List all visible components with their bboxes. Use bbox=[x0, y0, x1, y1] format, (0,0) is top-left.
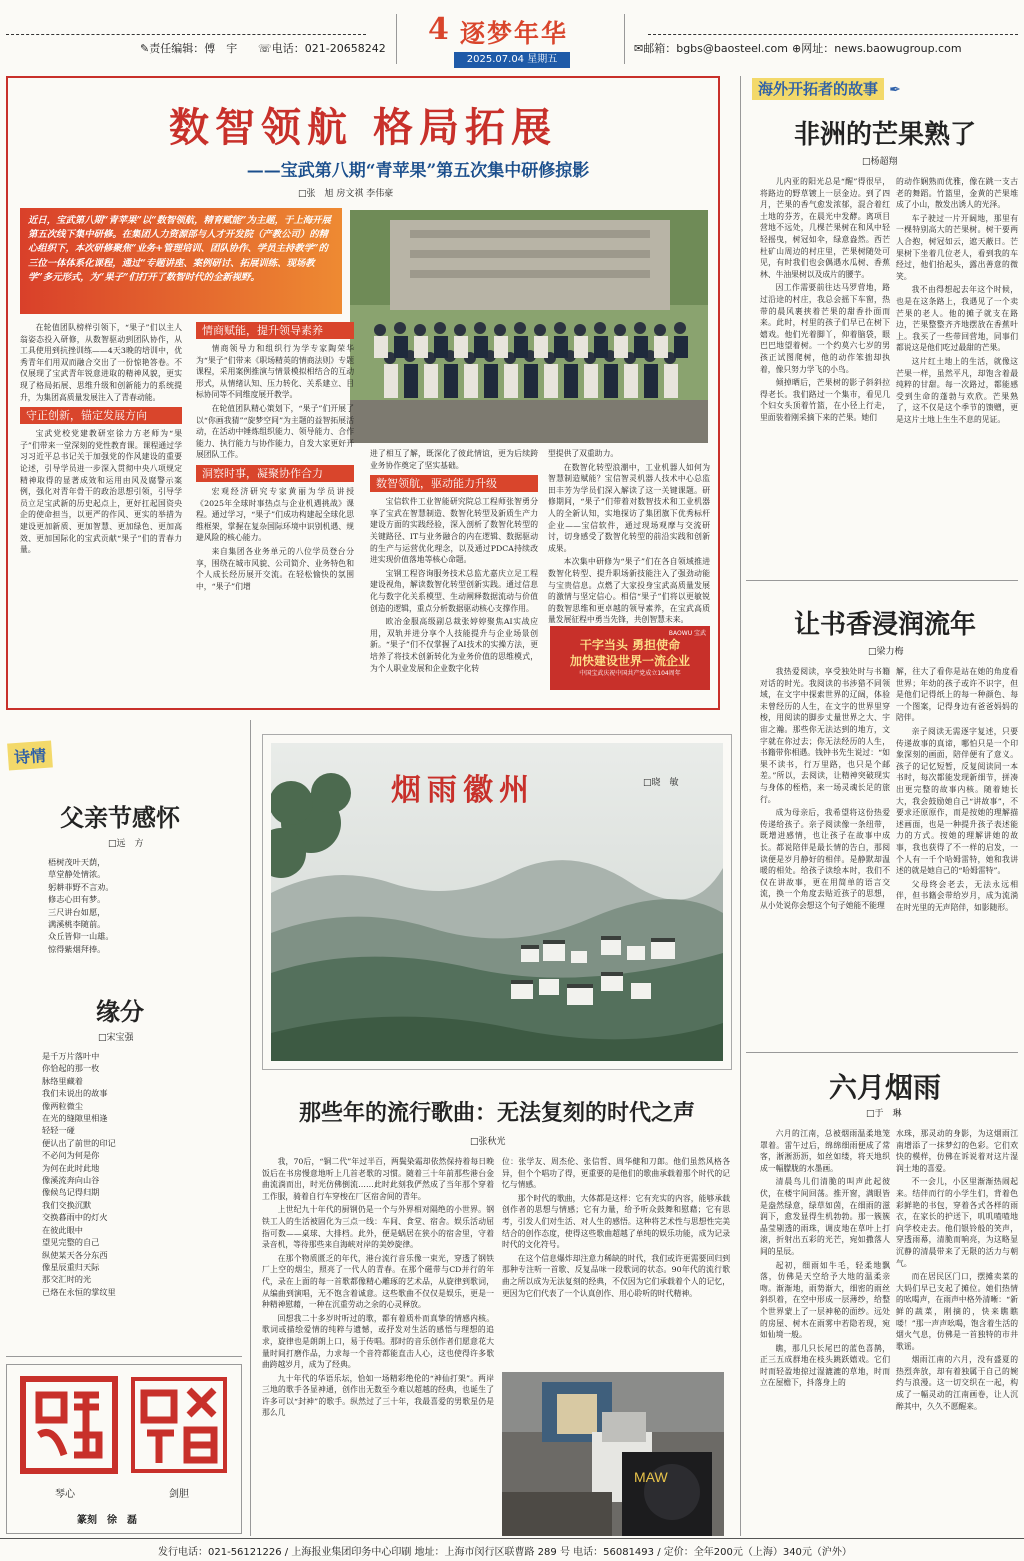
lead-column-4 bbox=[548, 448, 710, 628]
paragraph: 解，往大了看你是站在她的角度看世界；年幼的孩子或许不识字，但是他们记得纸上的每一种颜色、每一个图案，记得身边有爸爸妈妈的陪伴。 bbox=[896, 667, 1018, 723]
poem-1-author: □远 方 bbox=[108, 839, 144, 849]
paragraph: 来自集团各业务单元的八位学员登台分享，围绕在城市风貌、公司简介、业务特色和个人成长经历展开交流。在轻松愉快的氛围中，“果子”们增 bbox=[196, 546, 354, 591]
seal-label-2: 剑胆 bbox=[169, 1489, 189, 1500]
lead-intro: 近日，宝武第八期“青苹果”以“数智领航，精育赋能”为主题，于上海开展第五次线下集中研修。在集团人力资源部与人才开发院（产教公司）的精心组织下，本次研修聚焦“业务+管理培训、团队协作、学员主持教学”的三位一体体系化课程，通过“专题讲座、案例研讨、拓展训练、现场教学”多元形式，为“果子”们打开了数智时代的全新视野。 bbox=[20, 208, 342, 314]
poem-line: 众丘皆仰一山雄。 bbox=[48, 931, 114, 942]
paragraph: 在轮值团队精心策划下，“果子”们开展了以“你画我猜”“旋梦空间”为主题的益智拓展活动，在活动中锤炼组织能力、领导能力、合作能力、执行能力与协作能力，自发大家更好开展团队工作。 bbox=[196, 403, 354, 460]
poem-line: 像溪流奔向山谷 bbox=[42, 1175, 100, 1186]
divider bbox=[746, 1052, 1018, 1053]
lead-title: 数智领航 格局拓展 bbox=[169, 104, 557, 151]
page-number: 4 bbox=[428, 12, 449, 47]
poem-line: 在彼此眼中 bbox=[42, 1224, 83, 1235]
books-title: 让书香浸润流年 bbox=[793, 610, 976, 640]
editor-info: ✎责任编辑：傅 宇 bbox=[140, 42, 238, 55]
seal-jiandan-image bbox=[129, 1375, 229, 1475]
poem-line: 已烙在永恒的掌纹里 bbox=[42, 1286, 116, 1297]
paragraph: 欧冶金服高级副总裁张婷婷聚焦AI实战应用，双轨并进分享个人技能提升与企业场景创新。“果子”们不仅掌握了AI技术的实操方法，更培养了将技术创新转化为业务价值的思维模式，为个人职业发展和企业数字化转 bbox=[370, 617, 538, 673]
seal-caption: 篆刻 徐 磊 bbox=[77, 1515, 137, 1526]
poem-line: 那交汇时的光 bbox=[42, 1274, 92, 1285]
lead-column-1 bbox=[20, 322, 182, 558]
section-heading: 情商赋能，提升领导素养 bbox=[196, 322, 354, 339]
paragraph: 回想我二十多岁时听过的歌，都有着质朴而真挚的情感内核。歌词或描绘爱情的纯粹与遗憾，或抒发对生活的感悟与理想的追求，旋律也是朗朗上口，易于传唱。那时的音乐创作者们愿意花大量时间打磨作品，力求每一个音符都能直击人心，这也使得许多歌曲跨越岁月，成为了经典。 bbox=[262, 1313, 494, 1370]
mail-icon: ✉ bbox=[634, 42, 644, 55]
paragraph: 烟雨江南的六月，没有盛夏的热烈奔放，却有着独属于自己的婉约与浪漫。这一切交织在一起，构成了一幅灵动的江南画卷，让人沉醉其中，久久不愿醒来。 bbox=[896, 1355, 1018, 1411]
overseas-label bbox=[752, 78, 922, 100]
fog-byline: □于 琳 bbox=[866, 1109, 902, 1119]
poem-1-title: 父亲节感怀 bbox=[60, 803, 180, 832]
songs-column-1 bbox=[262, 1156, 494, 1421]
paragraph: 型提供了双重助力。 bbox=[548, 449, 619, 458]
paragraph: 在数智化转型浪潮中，工业机器人如何为智慧制造赋能？宝信智灵机器人技术中心总监田丰芳为学员们深入解读了这一关键课题。研修期间，“果子”们带着对数智技术和工业机器人的全新认知，实地探访了集团旗下优秀标杆企业——宝信软件，通过现场观摩与交流研讨，切身感受了数智化转型的前沿实践和创新成果。 bbox=[548, 462, 710, 553]
masthead-divider-right bbox=[624, 14, 625, 64]
paragraph: 我，70后，“铜二代”年过半百，两鬓染霜却依然保持着每日晚饭后在书房慢意地听上几首老歌的习惯。随着三十年前那些港台金曲流淌而出，时光仿佛倒流……此时此刻我俨然成了当年那个穿着工作服，骑着自行车穿梭在厂区宿舍间的青年。 bbox=[262, 1157, 494, 1201]
footer bbox=[0, 1538, 1024, 1561]
paragraph: 水珠，那灵动的身影，为这烟雨江南增添了一抹梦幻的色彩。它们欢快的模样，仿佛在诉说着对这片湿润土地的喜爱。 bbox=[896, 1129, 1018, 1173]
slogan-banner bbox=[550, 626, 710, 690]
group-photo bbox=[350, 210, 708, 443]
paragraph: 因工作需要前往达马罗营地，路过沿途的村庄，我总会摇下车窗，热带的晨风裹挟着芒果的甜香扑面而来。此时，村里的孩子们早已在树下嬉戏。他们光着脚丫，仰着脑袋，眼巴巴地望着树。一个约莫六七岁的男孩正试图爬树，他的动作笨拙却执着，像只努力学飞的小鸟。 bbox=[760, 283, 890, 374]
section-heading: 守正创新，锚定发展方向 bbox=[20, 407, 182, 424]
books-column-1 bbox=[760, 666, 890, 913]
paragraph: 在这个信息爆炸却注意力稀缺的时代，我们或许更需要回归到那种专注听一首歌、反复品味一段歌词的状态。90年代的流行歌曲之所以成为无法复刻的经典，不仅因为它们承载着个人的记忆，更因为它们代表了一个认真创作、用心聆听的时代精神。 bbox=[502, 1253, 730, 1298]
paragraph: 倾掉晒后，芒果树的影子斜斜拉得老长。我们路过一个集市，看见几个妇女头顶着竹篮，在小径上行走，里面装着刚采摘下来的芒果。她们 bbox=[760, 378, 890, 422]
paragraph: 亲子阅读无需逐字复述，只要传递故事的真谛，哪怕只是一个印象深刻的画面，陪伴便有了意义。孩子的记忆短暂，反复阅读同一本书时，每次都能发现新细节，拼凑出更完整的故事内核。随着她长大，我会鼓励她自己“讲故事”，不要求还原原作，而是按她的理解描述画面，也是一种提升孩子表述能力的方式。按她的理解讲她的故事，我也获得了不一样的启发，一个人有一千个哈姆雷特，她和我讲述的就是她自己的“哈姆雷特”。 bbox=[896, 726, 1018, 876]
africa-byline: □杨超翔 bbox=[862, 157, 898, 167]
paragraph: 在轮值团队榜样引领下，“果子”们以主人翁姿态投入研修，从数智驱动到团队协作，从工具使用到抗挫训练——4天3晚的培训中，优秀青年们用双而融合交出了一份惊艳答卷。不仅展现了宝武青年锐意进取的精神风貌，更实现了格局拓展、思维升级和创新能力的系统提升，为集团高质量发展注入了青春动能。 bbox=[20, 323, 182, 402]
poem-line: 像候鸟记得归期 bbox=[42, 1187, 100, 1198]
poem-line: 不必问为何是你 bbox=[42, 1150, 100, 1161]
byline-box-icon: □ bbox=[298, 189, 307, 199]
poem-line: 像两粒微尘 bbox=[42, 1100, 83, 1111]
poem-2-author: □宋宝强 bbox=[98, 1033, 134, 1043]
globe-icon: ⊕ bbox=[792, 42, 802, 55]
paragraph: 宝钢工程咨询服务技术总监尤嘉庆立足工程建设视角，解读数智化转型创新实践。通过信息化与数字化关系模型、生动阐释数据流动与价值创造的逻辑，重点分析数据驱动核心支撑作用。 bbox=[370, 568, 538, 613]
phone-info: ☏电话：021-20658242 bbox=[258, 42, 386, 55]
overseas-label-text: 海外开拓者的故事 bbox=[752, 78, 884, 100]
africa-column-1 bbox=[760, 176, 890, 425]
footer-text: 发行电话：021-56121226 / 上海报业集团印务中心印刷 地址：上海市闵行区联曹路 289 号 电话：56081493 / 定价：全年200元（上海）340元（沪外） bbox=[158, 1547, 852, 1558]
masthead-divider-left bbox=[396, 14, 397, 64]
lead-article bbox=[6, 76, 720, 710]
paragraph: 情商领导力和组织行为学专家陶荣华为“果子”们带来《职场精英的情商法则》专题课程，采用案例推演与情景模拟相结合的互动形式，从情绪认知、压力转化、关系建立、目标协同等不同维度展开教学。 bbox=[196, 344, 354, 400]
paragraph: 进了相互了解，既深化了彼此情谊，更为后续跨业务协作奠定了坚实基础。 bbox=[370, 449, 538, 470]
seal-label-1: 琴心 bbox=[55, 1489, 75, 1500]
divider bbox=[746, 580, 1018, 581]
paragraph: 上世纪九十年代的厨钢仍是一个与外界相对隔绝的小世界。钢铁工人的生活被固化为三点一线：车间、食堂、宿舍。娱乐活动屈指可数——桌球、大排档。此外，便是蜗居在狭小的宿舍里，守着录音机，等待那些来自海峡对岸的美妙旋律。 bbox=[262, 1205, 494, 1250]
paragraph: 在那个物质匮乏的年代，港台流行音乐像一束光，穿透了钢铁厂上空的烟尘，照亮了一代人的青春。在那个磁带与CD并行的年代，录在上面的每一首歌都像精心雕琢的艺术品，从旋律到歌词，从编曲到演唱，无不饱含着诚意。这些歌曲不仅仅是娱乐，更是一种精神慰藉，一种在沉重劳动之余的心灵释放。 bbox=[262, 1253, 494, 1310]
poem-line: 便认出了前世的印记 bbox=[42, 1137, 116, 1148]
divider bbox=[6, 1356, 242, 1357]
songs-title: 那些年的流行歌曲：无法复刻的时代之声 bbox=[298, 1100, 695, 1126]
poem-2-body bbox=[42, 1050, 232, 1298]
paragraph: 宝信软件工业智能研究院总工程师张智勇分享了宝武在智慧制造、数智化转型及新质生产力建设方面的实践经验，深入剖析了数智化转型的关键路径、IT与业务融合的内在逻辑、数据驱动的生产与运营优化理念，以及通过PDCA持续改进实现价值落地等核心命题。 bbox=[370, 497, 538, 565]
paragraph: 成为母亲后，我希望将这份热爱传递给孩子。亲子阅读像一条纽带，既增进感情，也让孩子在故事中成长。都说陪伴是最长情的告白，那阅读便是岁月静好的相伴。是静默却温暖的相处。给孩子读绘本时，我们不仅在讲故事，更在用简单的语言交流，换一个角度去贴近孩子的思想，从小处说你会想这个句子她能不能理 bbox=[760, 808, 890, 910]
poem-line: 惊得紫烟拜捧。 bbox=[48, 943, 106, 954]
poem-line: 像星辰重归天际 bbox=[42, 1261, 100, 1272]
paragraph: 清晨鸟儿们清脆的叫声此起彼伏，在楼宇间回荡。推开窗，满眼皆是盎然绿意，绿草如茵，在细雨的滋润下，愈发显得生机勃勃。那一簇簇晶莹剔透的雨珠，调皮地在草叶上打滚，折射出五彩的光芒，宛如撒落人间的星辰。 bbox=[760, 1177, 890, 1256]
email-info: ✉邮箱：bgbs@baosteel.com bbox=[634, 42, 788, 55]
paragraph: 我热爱阅读，享受独处时与书籍对话的时光。我阅读的书涉猎不同领域，在文字中探索世界的辽阔，体验未曾经历的人生，在文字的世界里穿梭，用阅读的脚步丈量世界之大、宇宙之瀚。那些你无法达到的地方，文字就在你过去；你无法经历的人生，书籍带你相遇。钱钟书先生说过：“如果不读书，行万里路，也只是个邮差。”所以，去阅读，让精神突破现实与身体的桎梏，来一场灵魂长足的旅行。 bbox=[760, 667, 890, 804]
cd-photo-image bbox=[502, 1372, 724, 1536]
paragraph: 那个时代的歌曲，大体都是这样：它有充实的内容，能够承载创作者的思想与情感；它有力量，给予听众鼓舞和慰藉；它有思考，引发人们对生活、对人生的感悟。这种将艺术性与思想性完美结合的创作态度，使得这些歌曲超越了单纯的娱乐功能，成为记录时代的文化符号。 bbox=[502, 1193, 730, 1250]
svg-text:MAW: MAW bbox=[634, 1469, 668, 1485]
poem-line: 躬耕菲野不言劝。 bbox=[48, 881, 114, 892]
banner-line-2: 加快建设世界一流企业 bbox=[569, 654, 690, 668]
website-info: ⊕网址：news.baowugroup.com bbox=[792, 42, 962, 55]
paragraph: 儿内亚的阳光总是“醒”得很早，将路边的野草镀上一层金边。到了四月，芒果的香气愈发浓郁，混合着红土地的芬芳，在晨光中发酵。离项目营地不远处，几棵芒果树在和风中轻轻摇曳，树冠如伞，绿意盎然。西芒杜矿山周边的村庄里，芒果树随处可见，有时我们也会偶遇水瓜树、香蕉林、牛油果树以及成片的腰芋。 bbox=[760, 177, 890, 279]
poem-line: 你恰起的那一枚 bbox=[42, 1063, 100, 1074]
poem-line: 是千万片落叶中 bbox=[42, 1051, 100, 1061]
paragraph: 瞧，那几只长尾巴的蓝色喜鹊，正三五成群地在枝头跳跃嬉戏。它们时而轻盈地掠过湿漉漉的草地，时而立在屋檐下，抖落身上的 bbox=[760, 1343, 890, 1388]
masthead-rule-right bbox=[648, 34, 1018, 36]
poem-line: 纵使某天各分东西 bbox=[42, 1249, 108, 1260]
songs-column-2 bbox=[502, 1156, 730, 1301]
lead-column-3 bbox=[370, 448, 538, 676]
edit-icon: ✎ bbox=[140, 42, 150, 55]
column-divider bbox=[250, 720, 251, 1536]
lead-subtitle: ——宝武第八期“青苹果”第五次集中研修掠影 bbox=[246, 161, 590, 181]
books-byline: □梁力梅 bbox=[868, 647, 904, 657]
africa-title: 非洲的芒果熟了 bbox=[793, 120, 976, 150]
lead-column-2 bbox=[196, 322, 354, 594]
poem-line: 梧树茂叶天荫， bbox=[48, 857, 106, 867]
banner-line-3: 中国宝武庆祝中国共产党成立104周年 bbox=[579, 670, 681, 677]
section-heading: 数智领航，驱动能力升级 bbox=[370, 475, 538, 492]
poem-line: 轻轻一碰 bbox=[42, 1125, 75, 1136]
africa-column-2 bbox=[896, 176, 1018, 427]
seal-section bbox=[6, 1364, 242, 1534]
pen-icon: ✒ bbox=[889, 82, 901, 98]
seal-qinxin-image bbox=[19, 1375, 119, 1475]
cd-photo bbox=[502, 1372, 724, 1536]
paragraph: 这片红土地上的生活，就像这芒果一样，虽然平凡，却饱含着最纯粹的甘甜。每一次路过，都能感受到生命的蓬勃与欢欣。芒果熟了，这不仅是这个季节的馈赠，更是这片土地上生生不息的见证。 bbox=[896, 356, 1018, 424]
poem-line: 我们未说出的故事 bbox=[42, 1088, 108, 1099]
phone-icon: ☏ bbox=[258, 42, 272, 55]
paragraph: 六月的江南，总被烟雨温柔地笼罩着。雷午过后，绵绵细雨便成了常客，淅淅沥沥，如丝如缕，将天地织成一幅朦胧的水墨画。 bbox=[760, 1129, 890, 1173]
fog-column-2 bbox=[896, 1128, 1018, 1414]
paragraph: 位：张学友、周杰伦、张信哲、周华健和刀郎。他们虽然风格各异，但个个唱功了得，更重要的是他们的歌曲承载着那个时代的记忆与情感。 bbox=[502, 1157, 730, 1190]
masthead-rule-left bbox=[6, 34, 366, 36]
paragraph: 起初，细雨如牛毛，轻柔地飘落，仿佛是天空给予大地的温柔亲吻。渐渐地，雨势渐大，细密的雨丝斜织着，在空中形成一层薄纱，给整个世界蒙上了一层神秘的面纱。远处的房屋、树木在雨雾中若隐若现，宛如仙境一般。 bbox=[760, 1260, 890, 1340]
poetry-label-text: 诗情 bbox=[7, 740, 53, 770]
section-heading: 洞察时事，凝聚协作合力 bbox=[196, 465, 354, 482]
books-column-2 bbox=[896, 666, 1018, 915]
poem-line: 在光的缝隙里相逢 bbox=[42, 1113, 108, 1124]
poem-line: 三尺讲台如愿， bbox=[48, 906, 106, 917]
poem-line: 草堂静处情浓。 bbox=[48, 869, 106, 880]
poem-line: 交换暮雨中的灯火 bbox=[42, 1212, 108, 1223]
paragraph: 九十年代的华语乐坛，恰如一场精彩绝伦的“神仙打架”。两岸三地的歌手各显神通，创作出无数至今难以超越的经典，也诞生了许多可以“封神”的歌手。纵然过了三十年，我最喜爱的男歌星仍是那么几 bbox=[262, 1373, 494, 1418]
paragraph: 宏观经济研究专家黄丽为学员讲授《2025年全球时事热点与企业机遇挑战》课程。通过学习，“果子”们成功构建起全球化思维框架，掌握在复杂国际环境中识别机遇、规避风险的核心能力。 bbox=[196, 486, 354, 543]
group-photo-image bbox=[350, 210, 708, 443]
section-title: 逐梦年华 bbox=[460, 19, 569, 48]
poem-line: 脉络里藏着 bbox=[42, 1075, 83, 1086]
column-divider bbox=[740, 76, 741, 1536]
poem-line: 我们交换沉默 bbox=[42, 1199, 92, 1210]
poem-line: 满溪桃李随前。 bbox=[48, 919, 106, 930]
lead-byline: □张 旭 房文祺 李伟豪 bbox=[298, 189, 394, 199]
banner-brand: BAOWU 宝武 bbox=[668, 630, 706, 637]
fog-title: 六月烟雨 bbox=[828, 1071, 941, 1104]
paragraph: 不一会儿，小区里渐渐热闹起来。结伴而行的小学生们，背着色彩鲜艳的书包，穿着各式各样的雨衣，在家长的护送下，叽叽喳喳地向学校走去。他们银铃般的笑声，穿透雨幕，清脆而响亮，为这略显沉静的清晨带来了无限的活力与朝气。 bbox=[896, 1177, 1018, 1268]
issue-date: 2025.07.04 星期五 bbox=[454, 52, 570, 68]
photo-feature-byline: □晓 敏 bbox=[643, 778, 679, 788]
paragraph: 宝武党校党建教研室徐力方老师为“果子”们带来一堂深刻的党性教育课。课程通过学习习近平总书记关于加强党的作风建设的重要论述，引导学员进一步深入贯彻中央八项规定精神取得的显著成效和运用由风及腐警示案例，强化对青年骨干的政治思想引领，引导学员立足宝武新的历史起点上，更好扛起国资央企的使命担当，以更严的作风、更实的举措为建设更加新质、更加智慧、更加绿色、更加高效、更加国际化的宝武贡献“果子”们的青春力量。 bbox=[20, 429, 182, 555]
poem-line: 望见完整的自己 bbox=[42, 1237, 100, 1248]
paragraph: 本次集中研修为“果子”们在各自领域推进数智化转型、提升职场新技能注入了强劲动能与宝贵信息。点燃了大家投身宝武高质量发展的激情与坚定信心。相信“果子”们将以更敏锐的数智思维和更卓越的领导素养，在宝武高质量发展征程中勇当先锋，共创智慧未来。 bbox=[548, 557, 710, 625]
poem-line: 修志心田有梦。 bbox=[48, 894, 106, 905]
paragraph: 而在居民区门口，摆摊卖菜的大妈们早已支起了摊位。她们热情的吆喝声，在雨声中格外清晰：“新鲜的蔬菜，刚摘的，快来瞧瞧喽！”那一声声吆喝，饱含着生活的烟火气息，仿佛是一首独特的市井歌谣。 bbox=[896, 1272, 1018, 1351]
poetry-label bbox=[8, 742, 72, 782]
paragraph: 车子驶过一片开阔地，那里有一棵特别高大的芒果树。树干要两人合抱，树冠如云，遮天蔽日。芒果树下坐着几位老人，看到我的车经过，他们抬起头，露出善意的微笑。 bbox=[896, 213, 1018, 281]
songs-byline: □张秋光 bbox=[470, 1137, 506, 1147]
photo-feature-frame bbox=[262, 734, 732, 1070]
photo-feature-title: 烟雨徽州 bbox=[391, 773, 535, 808]
masthead bbox=[0, 0, 1024, 70]
poem-1-body bbox=[48, 856, 208, 955]
paragraph: 我不由得想起去年这个时候，也是在这条路上，我遇见了一个卖芒果的老人。他的摊子就支在路边，芒果整整齐齐地摆放在香蕉叶上。我买了一些带回营地，同事们都说这是他们吃过最甜的芒果。 bbox=[896, 285, 1018, 353]
paragraph: 父母终会老去，无法永远相伴，但书籍会带给岁月，成为流淌在时光里的无声陪伴，如影随形。 bbox=[896, 879, 1018, 912]
paragraph: 的动作娴熟而优雅，像在跳一支古老的舞蹈。竹篮里，金黄的芒果堆成了小山，散发出诱人的光泽。 bbox=[896, 177, 1018, 210]
banner-line-1: 干字当头 勇担使命 bbox=[579, 638, 681, 652]
poem-2-title: 缘分 bbox=[96, 997, 144, 1026]
poem-line: 为何在此时此地 bbox=[42, 1162, 100, 1173]
fog-column-1 bbox=[760, 1128, 890, 1391]
